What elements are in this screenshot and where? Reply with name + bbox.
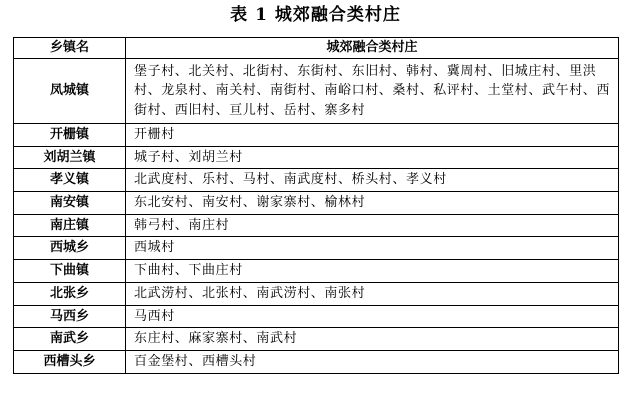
table-row [14,350,619,373]
villages-cell: 韩弓村、南庄村 [126,214,619,237]
table-row [14,59,619,124]
table-row [14,260,619,283]
villages-cell: 北武涝村、北张村、南武涝村、南张村 [126,282,619,305]
table-row [14,305,619,328]
villages-cell: 马西村 [126,305,619,328]
town-cell: 西槽头乡 [14,350,126,373]
town-cell: 北张乡 [14,282,126,305]
town-cell: 马西乡 [14,305,126,328]
table-row [14,237,619,260]
village-table [13,37,619,374]
town-cell: 西城乡 [14,237,126,260]
town-cell: 南庄镇 [14,214,126,237]
table-row [14,146,619,169]
villages-cell: 开栅村 [126,124,619,147]
villages-cell: 东庄村、麻家寨村、南武村 [126,328,619,351]
table-row [14,282,619,305]
town-cell: 南武乡 [14,328,126,351]
town-cell: 南安镇 [14,192,126,215]
villages-cell: 东北安村、南安村、谢家寨村、榆林村 [126,192,619,215]
town-cell: 下曲镇 [14,260,126,283]
table-row [14,328,619,351]
villages-cell: 堡子村、北关村、北街村、东街村、东旧村、韩村、冀周村、旧城庄村、里洪村、龙泉村、南关村、南街村、南峪口村、桑村、私评村、土堂村、武午村、西街村、西旧村、亘儿村、岳村、寨多村 [126,59,619,124]
villages-cell: 百金堡村、西槽头村 [126,350,619,373]
header-villages: 城郊融合类村庄 [126,38,619,59]
header-town: 乡镇名 [14,38,126,59]
villages-cell: 下曲村、下曲庄村 [126,260,619,283]
table-row [14,124,619,147]
villages-cell: 西城村 [126,237,619,260]
table-row [14,169,619,192]
villages-cell: 城子村、刘胡兰村 [126,146,619,169]
villages-cell: 北武度村、乐村、马村、南武度村、桥头村、孝义村 [126,169,619,192]
table-row [14,214,619,237]
table-header-row [14,38,619,59]
town-cell: 孝义镇 [14,169,126,192]
town-cell: 凤城镇 [14,59,126,124]
table-row [14,192,619,215]
town-cell: 刘胡兰镇 [14,146,126,169]
town-cell: 开栅镇 [14,124,126,147]
table-title: 表 1 城郊融合类村庄 [230,5,401,25]
